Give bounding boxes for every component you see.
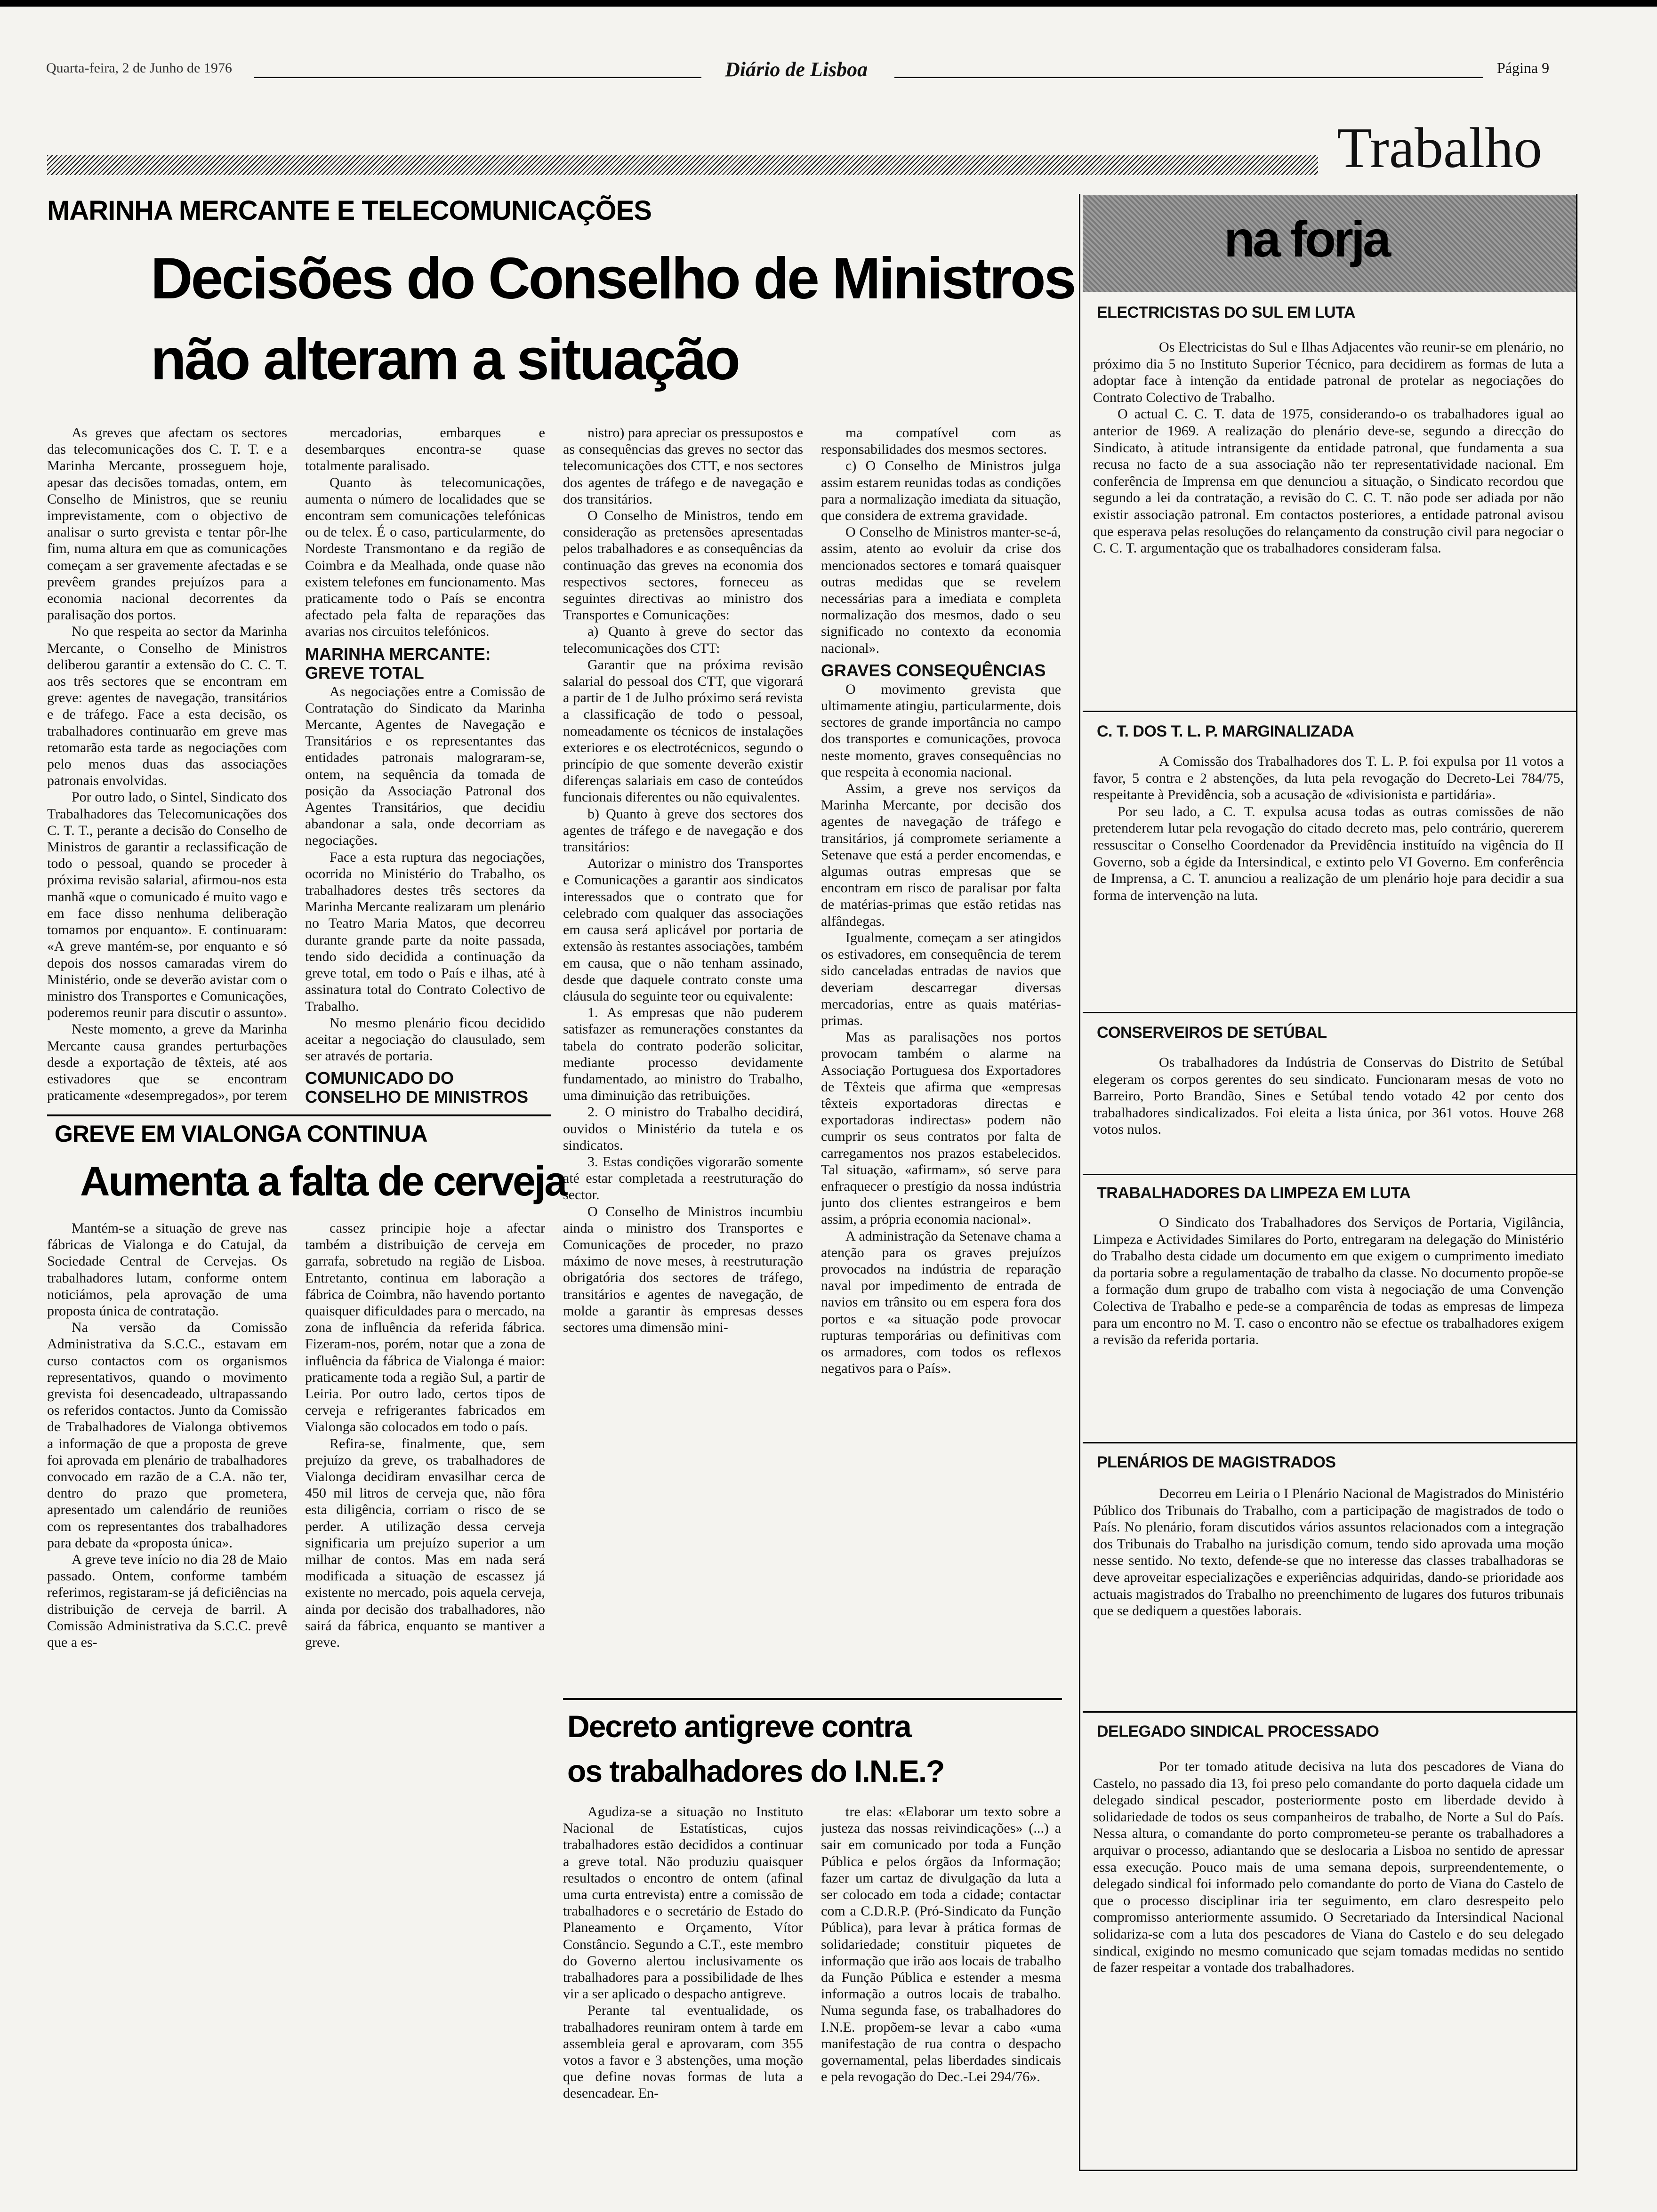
main-kicker: MARINHA MERCANTE E TELECOMUNICAÇÕES [47,195,652,226]
sidebar-border-right [1576,194,1577,2171]
newspaper-name: Diário de Lisboa [725,58,868,81]
main-paragraph: Garantir que na próxima revisão salarial do pessoal dos CTT, que vigorará a partir de 1 de Julho próximo será revista a classificação de todo o pessoal, nomeadamente os técnicos de instalações exteriores e os electrotécnicos, segundo o princípio de que somente deverão existir diferenças salariais em caso de conteúdos funcionais diferentes ou não equivalentes. [563,657,803,805]
page-number: Página 9 [1497,59,1550,76]
sidebar-heading-delegado: DELEGADO SINDICAL PROCESSADO [1097,1723,1379,1740]
sidebar-divider [1083,1174,1576,1175]
main-paragraph: O Conselho de Ministros manter-se-á, assim, atento ao evoluir da crise dos mencionados sectores e tomará quaisquer outras medidas que se revelem necessárias para a imediata e completa normalização dos mesmos, dado o seu significado no contexto da economia nacional». [821,524,1061,656]
main-paragraph: ma compatível com as responsabilidades dos mesmos sectores. [821,425,1061,457]
beer-paragraph: Mantém-se a situação de greve nas fábricas de Vialonga e do Catujal, da Sociedade Central de Cervejas. Os trabalhadores lutam, conforme ontem noticiámos, pela aprovação de uma proposta única de contratação. [47,1220,287,1319]
beer-headline: Aumenta a falta de cerveja [80,1158,566,1204]
main-paragraph: b) Quanto à greve dos sectores dos agentes de tráfego e de navegação e dos transitários: [563,806,803,855]
sidebar-paragraph: O Sindicato dos Trabalhadores dos Serviços de Portaria, Vigilância, Limpeza e Actividades Similares do Porto, entregaram na delegação do Ministério do Trabalho desta cidade um documento em que exigem o cumprimento imediato da portaria sobre a regulamentação de trabalho da classe. No documento propõe-se a formação dum grupo de trabalho com vista à negociação de uma Convenção Colectiva de Trabalho e pede-se a comparência de todas as empresas de limpeza para um encontro no M. T. caso o encontro não se efectue os trabalhadores exigem a revisão da referida portaria. [1093,1215,1564,1348]
sidebar-border-left [1079,194,1080,2171]
sidebar-bottom-border [1079,2170,1577,2171]
main-paragraph: mercadorias, embarques e desembarques encontra-se quase totalmente paralisado. [305,425,545,474]
masthead-rule-right [894,77,1483,78]
subhead-marinha-mercante: MARINHA MERCANTE: GREVE TOTAL [305,644,491,682]
sidebar-divider [1083,1711,1576,1713]
main-paragraph: 3. Estas condições vigorarão somente até estar completada a reestruturação do sector. [563,1154,803,1203]
beer-kicker: GREVE EM VIALONGA CONTINUA [55,1121,427,1147]
ine-story-top-rule [563,1698,1062,1700]
sidebar-divider [1083,1442,1576,1443]
main-column-3 [563,425,803,1705]
main-paragraph: O Conselho de Ministros incumbiu ainda o ministro dos Transportes e Comunicações de proceder, no prazo máximo de nove meses, à reestruturação obrigatória dos sectores de tráfego, transitários e agentes de navegação, de molde a garantir às empresas desses sectores uma dimensão mini- [563,1203,803,1335]
beer-column-2 [305,1220,545,2140]
main-paragraph: Por outro lado, o Sintel, Sindicato dos Trabalhadores das Telecomunicações dos C. T. T., perante a decisão do Conselho de Ministros de garantir a reclassificação de todo o pessoal, quando se proceder à próxima revisão salarial, afirmou-nos esta manhã «que o comunicado é muito vago e em face disso nenhuma deliberação tomamos por enquanto». E continuaram: «A greve mantém-se, por enquanto e só depois dos nossos camaradas virem do Ministério, onde se deverão avistar com o ministro dos Transportes e Comunicações, poderemos reunir para discutir o assunto». [47,789,287,1021]
main-headline-line-2: não alteram a situação [151,327,739,392]
issue-date: Quarta-feira, 2 de Junho de 1976 [46,60,232,76]
sidebar-heading-conserveiros: CONSERVEIROS DE SETÚBAL [1097,1024,1327,1042]
sidebar-paragraph: Por ter tomado atitude decisiva na luta dos pescadores de Viana do Castelo, no passado dia 13, foi preso pelo comandante do porto daquela cidade um delegado sindical pescador, posteriormente posto em liberdade devido à solidariedade de todos os seus companheiros de trabalho, de Norte a Sul do País. Nessa altura, o comandante do porto comprometeu-se perante os trabalhadores a arquivar o processo, adiantando que se deslocaria a Lisboa no sentido de apressar essa execução. Pouco mais de uma semana depois, surpreendentemente, o delegado sindical foi informado pelo comandante do porto de Viana do Castelo de que o processo disciplinar iria ter seguimento, em claro desrespeito pelo compromisso anteriormente assumido. O Secretariado da Intersindical Nacional solidariza-se com a luta dos pescadores de Viana do Castelo e do seu delegado sindical, exigindo no mesmo comunicado que sejam tomadas medidas no sentido de fazer respeitar a vontade dos trabalhadores. [1093,1759,1564,1976]
sidebar-text-conserveiros [1093,1054,1564,1172]
section-hatch-band [47,155,1318,175]
main-paragraph: O movimento grevista que ultimamente atingiu, particularmente, dois sectores de grande importância no campo dos transportes e comunicações, provoca neste momento, graves consequências no que respeita à economia nacional. [821,681,1061,780]
beer-story-top-rule [47,1114,551,1116]
main-paragraph: No mesmo plenário ficou decidido aceitar a negociação do clausulado, sem ser através de portaria. [305,1015,545,1064]
sidebar-banner [1083,195,1576,292]
sidebar-text-delegado [1093,1758,1564,2168]
beer-paragraph: A greve teve início no dia 28 de Maio passado. Ontem, conforme também referimos, registaram-se já deficiências na distribuição de cerveja de barril. A Comissão Administrativa da S.C.C. prevê que a es- [47,1552,287,1651]
main-paragraph: As greves que afectam os sectores das telecomunicações dos C. T. T. e a Marinha Mercante, prosseguem hoje, apesar das decisões tomadas, ontem, em Conselho de Ministros, que se reuniu imprevistamente, com o objectivo de analisar o surto grevista e tentar pôr-lhe fim, numa altura em que as comunicações começam a ser gravemente afectadas e se prevêem grandes prejuízos para a economia nacional decorrentes da paralisação dos portos. [47,425,287,623]
sidebar-divider [1083,711,1576,712]
main-paragraph: a) Quanto à greve do sector das telecomunicações dos CTT: [563,624,803,656]
sidebar-paragraph: O actual C. C. T. data de 1975, considerando-o os trabalhadores igual ao anterior de 1969. A realização do plenário deve-se, segundo a direcção do Sindicato, à atitude intransigente da entidade patronal, que fundamenta a sua recusa no facto de a sua associação não ter representatividade nacional. Em conferência de Imprensa em que denunciou a situação, o Sindicato recordou que segundo a lei da contratação, a revisão do C. C. T. não pode ser adiada por não existir associação patronal. Em contactos posteriores, a entidade patronal avisou que esperava pelas resoluções do relançamento da construção civil para negociar o C. C. T. argumentação que os trabalhadores consideram falsa. [1093,406,1564,556]
main-paragraph: No que respeita ao sector da Marinha Mercante, o Conselho de Ministros deliberou garantir a extensão do C. C. T. aos três sectores que se encontram em greve: agentes de navegação, transitários e de tráfego. Face a esta decisão, os trabalhadores continuarão em greve mas retomarão esta tarde as negociações com pelo menos duas das associações patronais envolvidas. [47,624,287,789]
main-paragraph: As negociações entre a Comissão de Contratação do Sindicato da Marinha Mercante, Agentes de Navegação e Transitários e os representantes das entidades patronais malograram-se, ontem, na sequência da tomada de posição da Associação Patronal dos Agentes Transitários, que decidiu abandonar a sala, onde decorriam as negociações. [305,683,545,849]
main-paragraph: A administração da Setenave chama a atenção para os graves prejuízos provocados na indústria de reparação naval por impedimento de entrada de navios em trânsito ou em espera fora dos portos e «a situação pode provocar rupturas temporárias ou definitivas com os armadores, com todos os reflexos negativos para o País». [821,1228,1061,1377]
sidebar-paragraph: Os Electricistas do Sul e Ilhas Adjacentes vão reunir-se em plenário, no próximo dia 5 no Instituto Superior Técnico, para decidirem as formas de luta a adoptar face à intenção da entidade patronal de protelar as negociações do Contrato Colectivo de Trabalho. [1093,339,1564,405]
main-paragraph: 2. O ministro do Trabalho decidirá, ouvidos o Ministério da tutela e os sindicatos. [563,1104,803,1153]
section-title: Trabalho [1337,116,1543,180]
main-paragraph: 1. As empresas que não puderem satisfazer as remunerações constantes da tabela do contrato poderão solicitar, mediante processo devidamente fundamentado, ao ministro do Trabalho, uma diminuição das retribuições. [563,1005,803,1104]
sidebar-paragraph: Os trabalhadores da Indústria de Conservas do Distrito de Setúbal elegeram os corpos gerentes do seu sindicato. Funcionaram mesas de voto no Barreiro, Porto Brandão, Sines e Setúbal tendo votado 42 por cento dos trabalhadores sindicalizados. Foi eleita a lista única, por 361 votos. Houve 268 votos nulos. [1093,1055,1564,1138]
sidebar-paragraph: A Comissão dos Trabalhadores dos T. L. P. foi expulsa por 11 votos a favor, 5 contra e 2 abstenções, da luta pela revogação do Decreto-Lei 784/75, respeitante à Previdência, sob a acusação de «divisionista e partidária». [1093,753,1564,803]
main-column-4 [821,425,1061,1705]
sidebar-text-limpeza [1093,1214,1564,1440]
main-paragraph: nistro) para apreciar os pressupostos e as consequências das greves no sector das telecomunicações dos CTT, e nos sectores dos agentes de tráfego e de navegação e dos transitários. [563,425,803,507]
sidebar-heading-limpeza: TRABALHADORES DA LIMPEZA EM LUTA [1097,1184,1411,1202]
sidebar-text-magistrados [1093,1485,1564,1707]
main-paragraph: Quanto às telecomunicações, aumenta o número de localidades que se encontram sem comunicações telefónicas ou de telex. É o caso, particularmente, do Nordeste Transmontano e da região de Coimbra e da Mealhada, onde quase não existem telefones em funcionamento. Mas praticamente todo o País se encontra afectado pela falta de reparações das avarias nos circuitos telefónicos. [305,474,545,640]
sidebar-heading-electricistas: ELECTRICISTAS DO SUL EM LUTA [1097,304,1355,321]
main-paragraph: Mas as paralisações nos portos provocam também o alarme na Associação Portuguesa dos Exportadores de Têxteis que afirma que «empresas têxteis exportadoras directas e exportadoras indirectas» podem não cumprir os seus contratos por falta de carregamentos nos prazos estabelecidos. Tal situação, «afirmam», só serve para enfraquecer o prestígio da nossa indústria junto dos clientes estrangeiros e bem assim, a própria economia nacional». [821,1029,1061,1227]
ine-paragraph: Perante tal eventualidade, os trabalhadores reuniram ontem à tarde em assembleia geral e aprovaram, com 355 votos a favor e 3 abstenções, uma moção que define novas formas de luta a desencadear. En- [563,2003,803,2101]
sidebar-paragraph: Decorreu em Leiria o I Plenário Nacional de Magistrados do Ministério Público dos Tribunais do Trabalho, com a participação de magistrados de todo o País. No plenário, foram discutidos vários assuntos relacionados com a integração dos Tribunais do Trabalho na jurisdição comum, tendo sido aprovada uma moção nesse sentido. No texto, defende-se que no interesse das classes trabalhadoras se deve aproveitar especializações e experiências adquiridas, dando-se prioridade aos actuais magistrados do Trabalho no preenchimento de lugares dos futuros tribunais que se dediquem a questões laborais. [1093,1486,1564,1619]
main-column-1 [47,425,287,1103]
main-paragraph: Neste momento, a greve da Marinha Mercante causa grandes perturbações desde a exportação de têxteis, até aos estivadores que se encontram praticamente «desempregados», por terem [47,1021,287,1103]
sidebar-divider [1083,1012,1576,1013]
ine-paragraph: Agudiza-se a situação no Instituto Nacional de Estatísticas, cujos trabalhadores estão decididos a continuar a greve total. Não produziu quaisquer resultados o encontro de ontem (afinal uma curta entrevista) entre a comissão de trabalhadores e o secretário de Estado do Planeamento e Orçamento, Vítor Constâncio. Segundo a C.T., este membro do Governo alertou inclusivamente os trabalhadores para a possibilidade de lhes vir a ser aplicado o despacho antigreve. [563,1804,803,2002]
sidebar-banner-title: na forja [1224,210,1389,267]
top-border-rule [0,0,1657,7]
ine-paragraph: tre elas: «Elaborar um texto sobre a justeza das nossas reivindicações» (...) a sair em comunicado por toda a Função Pública e pelos órgãos da Informação; fazer um cartaz de divulgação da luta a ser colocado em toda a cidade; contactar com a C.D.R.P. (Pró-Sindicato da Função Pública), para levar à prática formas de solidariedade; constituir piquetes de informação que irão aos locais de trabalho da Função Pública e estender a mesma informação a outros locais de trabalho. Numa segunda fase, os trabalhadores do I.N.E. propõem-se levar a cabo «uma manifestação de rua contra o despacho governamental, pelas liberdades sindicais e pela revogação do Dec.-Lei 294/76». [821,1804,1061,2085]
sidebar-heading-magistrados: PLENÁRIOS DE MAGISTRADOS [1097,1453,1336,1471]
main-paragraph: Assim, a greve nos serviços da Marinha Mercante, por decisão dos agentes de navegação de tráfego e transitários, já compromete seriamente a Setenave que está a perder encomendas, e algumas outras empresas que se encontram em risco de paralisar por falta de matérias-primas que estão retidas nas alfândegas. [821,781,1061,929]
main-paragraph: Igualmente, começam a ser atingidos os estivadores, em consequência de terem sido canceladas entradas de navios que deveriam descarregar diversas mercadorias, entre as quais matérias-primas. [821,930,1061,1028]
main-column-2 [305,425,545,1103]
beer-paragraph: cassez principie hoje a afectar também a distribuição de cerveja em garrafa, sobretudo na região de Lisboa. Entretanto, continua em laboração a fábrica de Coimbra, não havendo portanto quaisquer dificuldades para o mercado, na zona de influência da referida fábrica. Fizeram-nos, porém, notar que a zona de influência da fábrica de Vialonga é maior: praticamente toda a região Sul, a partir de Leiria. Por outro lado, certos tipos de cerveja e refrigerantes fabricados em Vialonga são colocados em todo o país. [305,1220,545,1435]
sidebar-paragraph: Por seu lado, a C. T. expulsa acusa todas as outras comissões de não pretenderem lutar pela revogação do citado decreto mas, pelo contrário, quererem ressuscitar o Conselho Coordenador da Previdência instituído na vigência do II Governo, sob a égide da Intersindical, e extinto pelo VI Governo. Em conferência de Imprensa, a C. T. anunciou a realização de um plenário hoje para decidir a sua forma de intervenção na luta. [1093,803,1564,903]
ine-headline-line-1: Decreto antigreve contra [567,1709,911,1744]
ine-headline-line-2: os trabalhadores do I.N.E.? [567,1754,944,1788]
beer-paragraph: Refira-se, finalmente, que, sem prejuízo da greve, os trabalhadores de Vialonga decidiram envasilhar cerca de 450 mil litros de cerveja que, não fôra esta diligência, corriam o risco de se perder. A utilização dessa cerveja significaria um prejuízo superior a um milhar de contos. Mas em nada será modificada a situação de escassez já existente no mercado, pois aquela cerveja, ainda por decisão dos trabalhadores, não sairá da fábrica, enquanto se mantiver a greve. [305,1435,545,1651]
subhead-graves-consequencias: GRAVES CONSEQUÊNCIAS [821,660,1046,680]
main-paragraph: Face a esta ruptura das negociações, ocorrida no Ministério do Trabalho, os trabalhadores destes três sectores da Marinha Mercante realizaram um plenário no Teatro Maria Matos, que decorreu durante grande parte da noite passada, tendo sido decidida a continuação da greve total, em todo o País e ilhas, até à assinatura total do Contrato Colectivo de Trabalho. [305,849,545,1014]
ine-column-2 [821,1803,1061,2140]
ine-column-1 [563,1803,803,2140]
sidebar-text-electricistas [1093,339,1564,715]
main-paragraph: c) O Conselho de Ministros julga assim estarem reunidas todas as condições para a normalização imediata da situação, que considera de extrema gravidade. [821,458,1061,524]
beer-paragraph: Na versão da Comissão Administrativa da S.C.C., estavam em curso contactos com os organismos representativos, quando o movimento grevista foi desencadeado, ultrapassando os referidos contactos. Junto da Comissão de Trabalhadores de Vialonga obtivemos a informação de que a proposta de greve foi aprovada em plenário de trabalhadores convocado em razão de a C.A. não ter, dentro do prazo que prometera, apresentado um calendário de reuniões com os representantes dos trabalhadores para debate da «proposta única». [47,1320,287,1551]
subhead-comunicado: COMUNICADO DO CONSELHO DE MINISTROS [305,1068,529,1103]
main-paragraph: O Conselho de Ministros, tendo em consideração as pretensões apresentadas pelos trabalhadores e as consequências da continuação das greves na economia dos respectivos sectores, forneceu as seguintes directivas ao ministro dos Transportes e Comunicações: [563,508,803,623]
sidebar-text-ct-tlp [1093,753,1564,1017]
beer-column-1 [47,1220,287,2140]
sidebar-heading-ct-tlp: C. T. DOS T. L. P. MARGINALIZADA [1097,722,1354,740]
main-paragraph: Autorizar o ministro dos Transportes e Comunicações a garantir aos sindicatos interessados que o contrato que for celebrado com qualquer das associações em causa será aplicável por portaria de extensão às restantes associações, também em causa, que o não tenham assinado, desde que daquele contrato conste uma cláusula do seguinte teor ou equivalente: [563,856,803,1004]
masthead-rule-left [254,77,701,78]
main-headline-line-1: Decisões do Conselho de Ministros [151,246,1075,311]
